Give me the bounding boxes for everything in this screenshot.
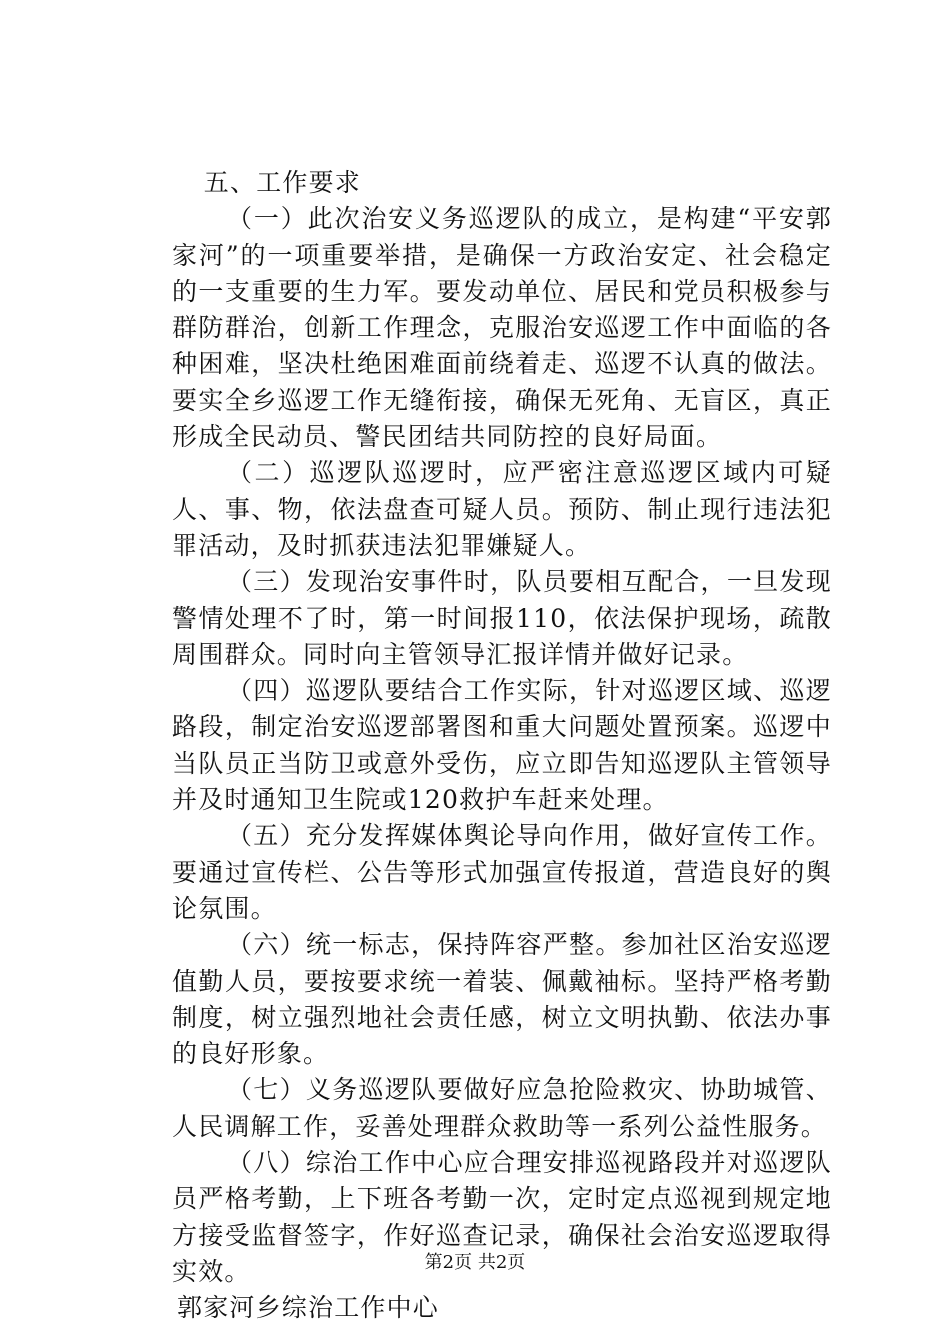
section-heading: 五、工作要求 bbox=[203, 168, 361, 197]
paragraph-7: （七）义务巡逻队要做好应急抢险救灾、协助城管、人民调解工作，妥善处理群众救助等一系列公益性服务。 bbox=[172, 1075, 832, 1141]
page-number-label: 第2页 共2页 bbox=[424, 1252, 526, 1273]
paragraph-4: （四）巡逻队要结合工作实际，针对巡逻区域、巡逻路段，制定治安巡逻部署图和重大问题处置预案。巡逻中当队员正当防卫或意外受伤，应立即告知巡逻队主管领导并及时通知卫生院或120救护车赶来处理。 bbox=[172, 676, 832, 815]
paragraph-8: （八）综治工作中心应合理安排巡视路段并对巡逻队员严格考勤，上下班各考勤一次，定时定点巡视到规定地方接受监督签字，作好巡查记录，确保社会治安巡逻取得实效。 bbox=[172, 1148, 832, 1286]
paragraph-2: （二）巡逻队巡逻时，应严密注意巡逻区域内可疑人、事、物，依法盘查可疑人员。预防、制止现行违法犯罪活动，及时抓获违法犯罪嫌疑人。 bbox=[172, 458, 832, 560]
page-footer bbox=[0, 1252, 950, 1274]
signature-organization: 郭家河乡综治工作中心 bbox=[177, 1293, 440, 1323]
document-body bbox=[172, 165, 832, 1327]
paragraph-1: （一）此次治安义务巡逻队的成立，是构建“平安郭家河”的一项重要举措，是确保一方政治安定、社会稳定的一支重要的生力军。要发动单位、居民和党员积极参与群防群治，创新工作理念，克服治安巡逻工作中面临的各种困难，坚决杜绝困难面前绕着走、巡逻不认真的做法。要实全乡巡逻工作无缝衔接，确保无死角、无盲区，真正形成全民动员、警民团结共同防控的良好局面。 bbox=[172, 204, 832, 452]
paragraph-6: （六）统一标志，保持阵容严整。参加社区治安巡逻值勤人员，要按要求统一着装、佩戴袖标。坚持严格考勤制度，树立强烈地社会责任感，树立文明执勤、依法办事的良好形象。 bbox=[172, 930, 832, 1069]
paragraph-5: （五）充分发挥媒体舆论导向作用，做好宣传工作。要通过宣传栏、公告等形式加强宣传报道，营造良好的舆论氛围。 bbox=[172, 821, 832, 923]
paragraph-3: （三）发现治安事件时，队员要相互配合，一旦发现警情处理不了时，第一时间报110，依法保护现场，疏散周围群众。同时向主管领导汇报详情并做好记录。 bbox=[172, 567, 832, 669]
